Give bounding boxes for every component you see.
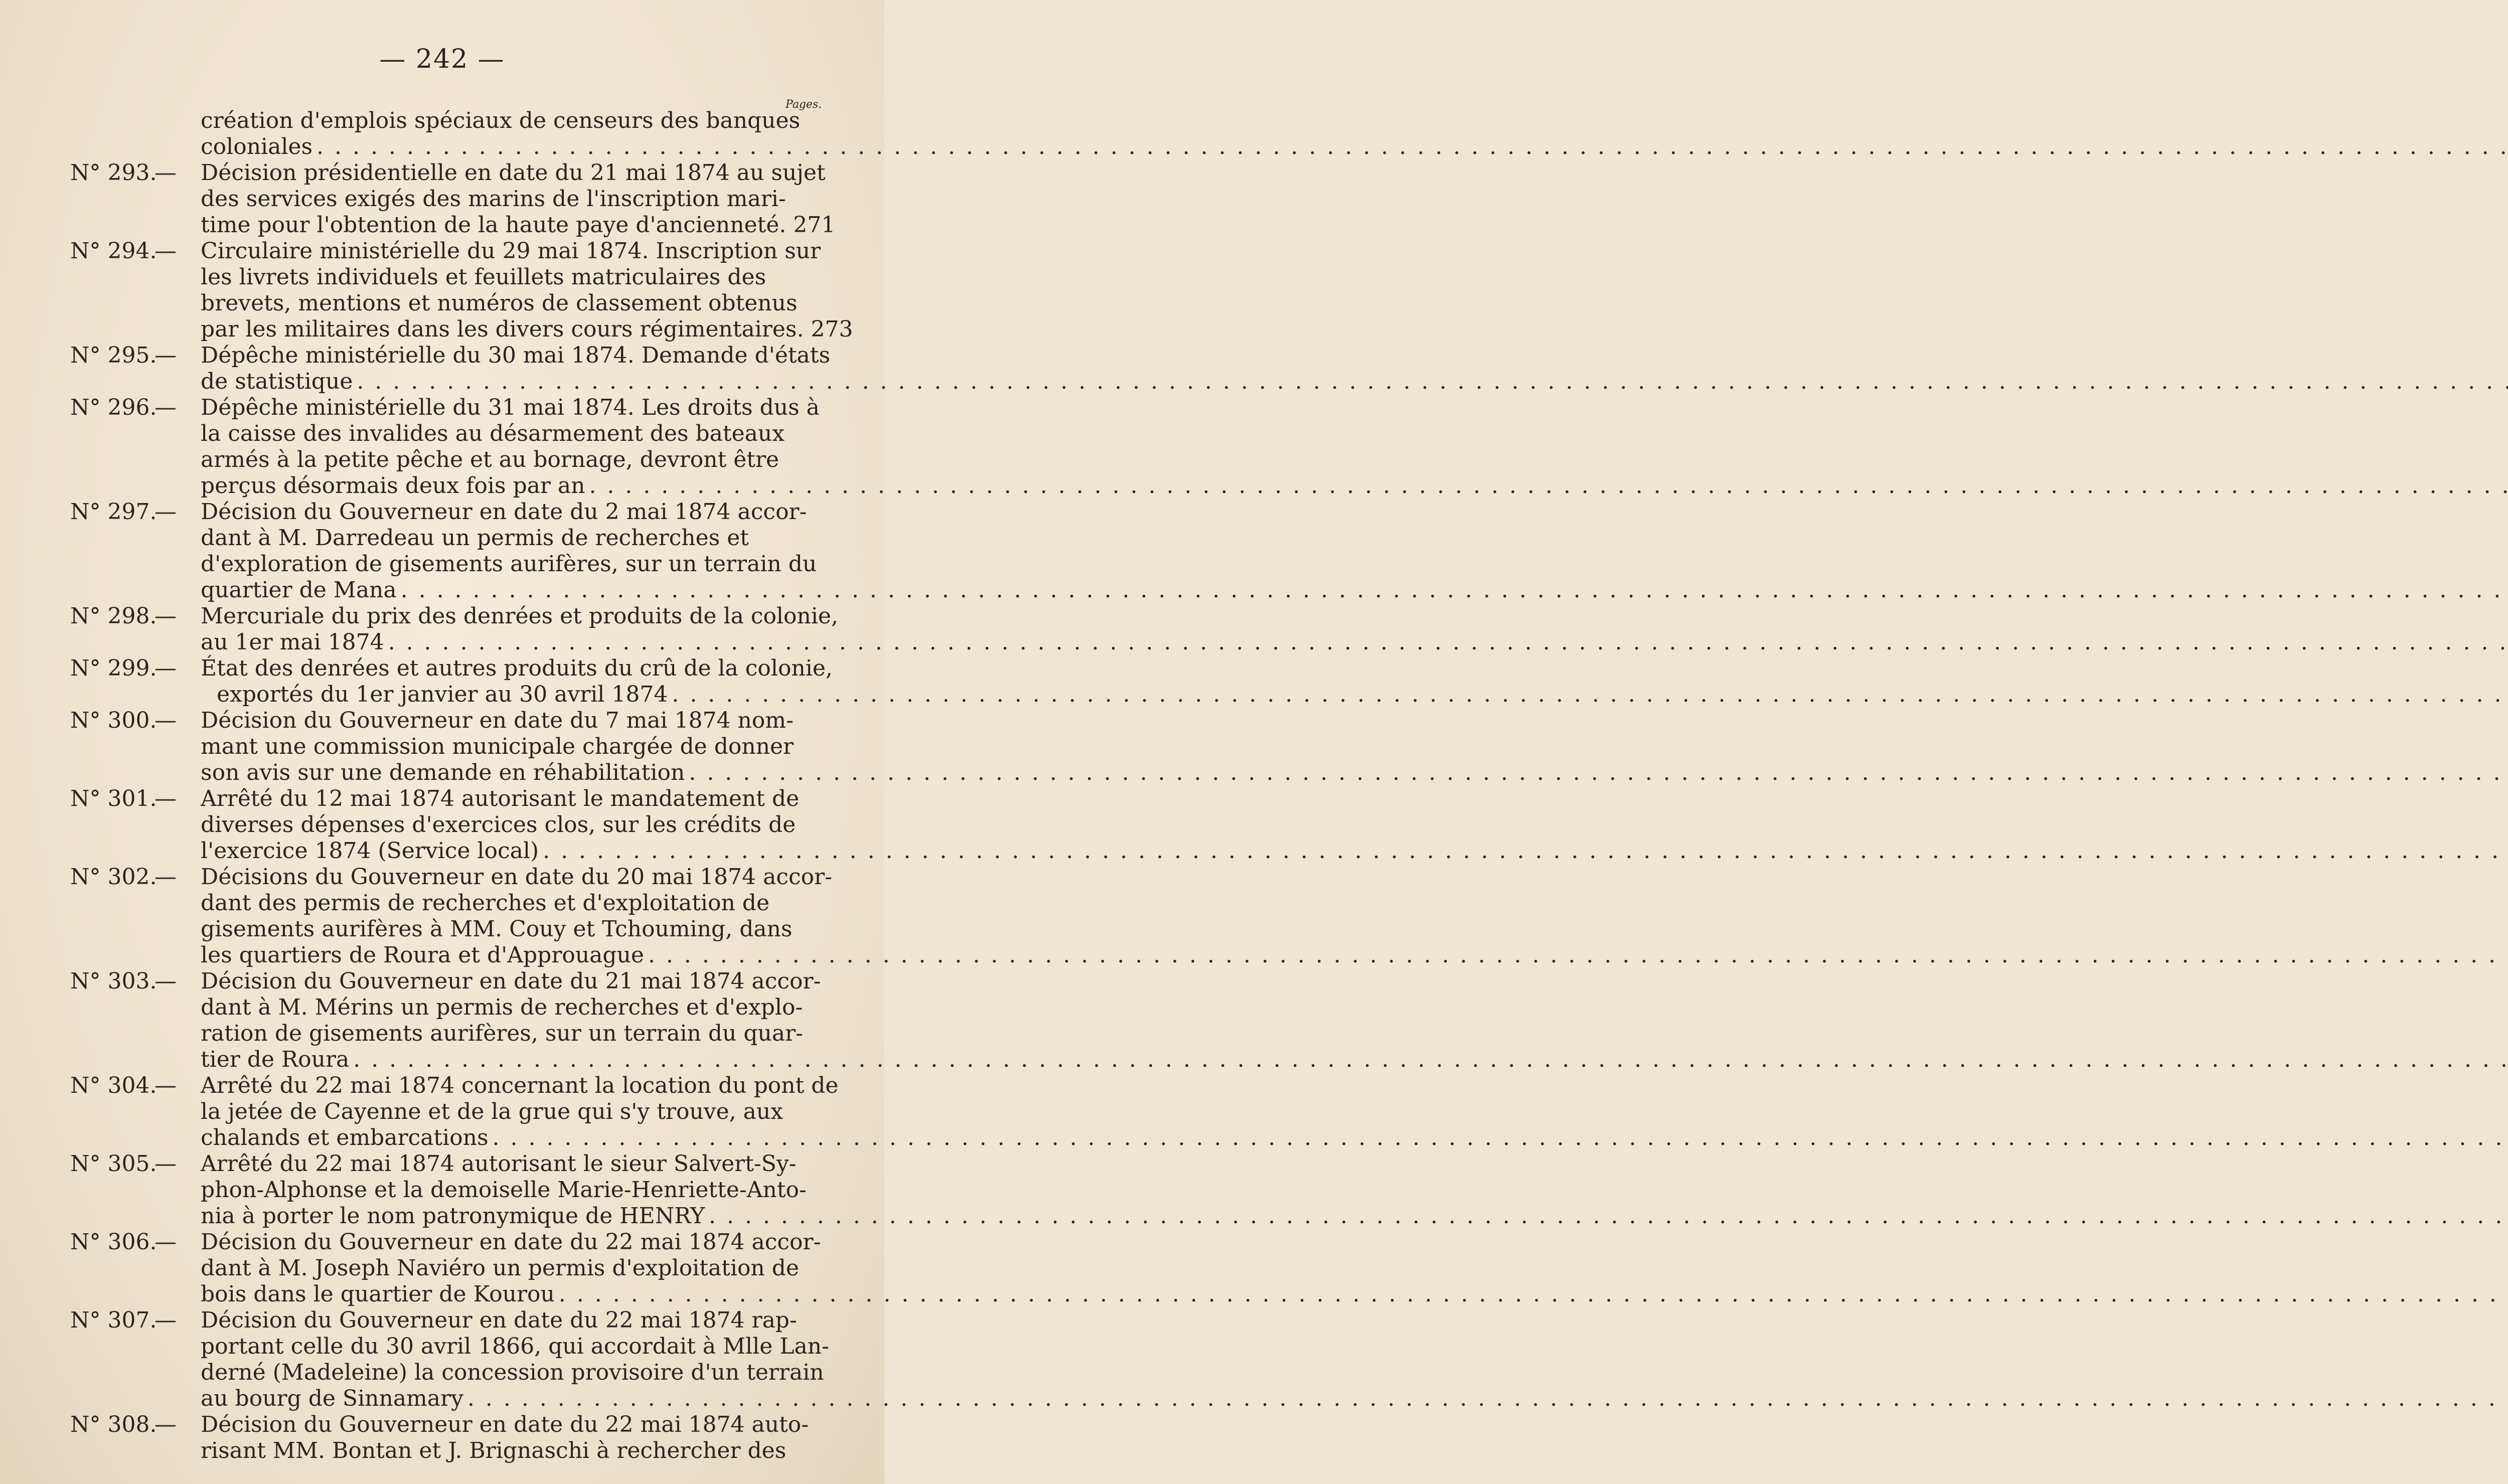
entry-line (201, 421, 818, 447)
entry-line (201, 1125, 818, 1151)
entry-number: N° 300. (70, 708, 157, 733)
entry-line (201, 916, 818, 942)
entry-line-text: mant une commission municipale chargée de donner (201, 734, 794, 759)
entry-line-text: Décision du Gouverneur en date du 21 mai 1874 accor- (201, 968, 821, 994)
entry-line-text: coloniales (201, 134, 313, 159)
entry-line-text: la caisse des invalides au désarmement des bateaux (201, 421, 785, 446)
entry-dash: — (154, 1229, 177, 1255)
toc-entry (70, 499, 818, 603)
dot-leader (543, 838, 2508, 864)
entry-dash: — (154, 864, 177, 890)
entry-line (201, 1307, 818, 1334)
entry-number: N° 302. (70, 864, 157, 890)
toc-entry (70, 160, 836, 238)
entry-line (201, 734, 818, 760)
entry-number: N° 307. (70, 1307, 157, 1333)
entry-text (201, 786, 818, 864)
entry-line-text: dant des permis de recherches et d'exploitation de (201, 890, 769, 916)
entry-line-text: armés à la petite pêche et au bornage, devront être (201, 447, 779, 472)
entry-text (201, 1229, 821, 1307)
entry-number: N° 299. (70, 655, 157, 681)
entry-line-text: Décision du Gouverneur en date du 22 mai 1874 auto- (201, 1412, 809, 1437)
dot-leader (467, 1386, 2508, 1412)
entry-line-text: quartier de Mana (201, 577, 397, 603)
entry-line (201, 264, 818, 290)
entry-line-text: Décision présidentielle en date du 21 mai 1874 au sujet (201, 160, 826, 186)
toc-entry (70, 395, 818, 499)
entry-line-text: Dépêche ministérielle du 31 mai 1874. Les droits dus à (201, 395, 820, 420)
entry-line-text: la jetée de Cayenne et de la grue qui s'y trouve, aux (201, 1099, 783, 1124)
entry-line (201, 1334, 829, 1360)
entry-line-text: gisements aurifères à MM. Couy et Tchouming, dans (201, 916, 793, 942)
entry-text (201, 1073, 839, 1151)
entry-line-text: d'exploration de gisements aurifères, sur un terrain du (201, 551, 817, 577)
entry-line (201, 890, 818, 916)
entry-text (201, 160, 836, 238)
entry-number: N° 298. (70, 603, 157, 629)
dot-leader (589, 473, 2508, 499)
entry-dash: — (154, 786, 177, 811)
entry-text (201, 343, 831, 395)
entry-line-text: perçus désormais deux fois par an (201, 473, 585, 499)
toc-entry (70, 1412, 818, 1464)
dot-leader (672, 682, 2508, 708)
entry-line (201, 447, 818, 473)
entry-line-text: Mercuriale du prix des denrées et produits de la colonie, (201, 603, 838, 629)
toc-entry (70, 1073, 839, 1151)
toc-entry (70, 968, 821, 1073)
entry-text (201, 238, 853, 343)
entry-line-text: nia à porter le nom patronymique de HENRY (201, 1203, 705, 1229)
entry-text (201, 603, 838, 655)
entry-dash: — (154, 238, 177, 264)
dot-leader (317, 134, 2508, 160)
entry-line (201, 942, 818, 968)
entry-line (201, 290, 818, 316)
entry-text (201, 1307, 829, 1412)
entry-line-text: par les militaires dans les divers cours régimentaires. (201, 316, 804, 342)
entry-line-text: ration de gisements aurifères, sur un terrain du quar- (201, 1021, 803, 1046)
entry-line (201, 786, 818, 812)
entry-dash: — (154, 160, 177, 186)
entry-dash: — (154, 1307, 177, 1333)
entry-line-text: exportés du 1er janvier au 30 avril 1874 (217, 682, 668, 707)
entry-line-text: diverses dépenses d'exercices clos, sur les crédits de (201, 812, 796, 838)
entry-number: N° 308. (70, 1412, 157, 1437)
entry-line (201, 1073, 839, 1099)
entry-line-text: de statistique (201, 369, 353, 394)
entry-line-text: son avis sur une demande en réhabilitation (201, 760, 685, 785)
entry-line (201, 577, 818, 603)
entry-line (201, 473, 818, 499)
entry-line (201, 108, 818, 134)
dot-leader (559, 1281, 2508, 1307)
entry-line-text: Décision du Gouverneur en date du 2 mai 1874 accor- (201, 499, 807, 525)
entry-number: N° 297. (70, 499, 157, 525)
toc-entry (70, 343, 831, 395)
entry-line (201, 395, 818, 421)
entry-line-text: Arrêté du 12 mai 1874 autorisant le mandatement de (201, 786, 800, 811)
dot-leader (493, 1125, 2508, 1151)
entry-line (201, 1281, 818, 1307)
entry-line (201, 995, 818, 1021)
entry-line-text: Dépêche ministérielle du 30 mai 1874. Demande d'états (201, 343, 831, 368)
entry-number: N° 301. (70, 786, 157, 811)
entry-line-text: portant celle du 30 avril 1866, qui accordait à Mlle Lan- (201, 1334, 829, 1359)
document-page (0, 0, 884, 1484)
page-reference: 271 (793, 212, 836, 238)
entry-line-text: tier de Roura (201, 1047, 350, 1072)
entry-line-text: Décision du Gouverneur en date du 22 mai 1874 rap- (201, 1307, 797, 1333)
entry-line-text: Décision du Gouverneur en date du 22 mai 1874 accor- (201, 1229, 821, 1255)
entry-line-text: risant MM. Bontan et J. Brignaschi à rechercher des (201, 1438, 787, 1463)
entry-text (201, 708, 818, 786)
pages-column-label: Pages. (786, 98, 822, 111)
toc-entry (70, 1151, 818, 1229)
entry-line-text: les quartiers de Roura et d'Approuague (201, 942, 644, 968)
entry-line (201, 160, 826, 186)
entry-line (201, 212, 836, 238)
toc-entry (70, 864, 833, 968)
entry-line (201, 1021, 818, 1047)
entry-line (201, 1099, 818, 1125)
entry-line-text: au 1er mai 1874 (201, 629, 384, 655)
table-of-contents (70, 108, 853, 1464)
entry-line (201, 499, 818, 525)
toc-entry (70, 108, 818, 160)
entry-number: N° 303. (70, 968, 157, 994)
entry-text (201, 864, 833, 968)
entry-line-text: Circulaire ministérielle du 29 mai 1874. Inscription sur (201, 238, 821, 264)
entry-line (201, 1412, 818, 1438)
toc-entry (70, 1307, 829, 1412)
entry-line (201, 1386, 818, 1412)
entry-line-text: au bourg de Sinnamary (201, 1386, 463, 1411)
entry-line (201, 316, 853, 343)
entry-line (201, 812, 818, 838)
entry-dash: — (154, 603, 177, 629)
entry-line (201, 1151, 818, 1177)
toc-entry (70, 655, 833, 708)
entry-line-text: l'exercice 1874 (Service local) (201, 838, 539, 864)
entry-dash: — (154, 708, 177, 733)
dot-leader (401, 577, 2508, 603)
entry-line (201, 1229, 821, 1255)
toc-entry (70, 786, 818, 864)
entry-line (201, 838, 818, 864)
entry-number: N° 306. (70, 1229, 157, 1255)
entry-line (201, 1255, 818, 1281)
entry-line-text: dant à M. Joseph Naviéro un permis d'exploitation de (201, 1255, 799, 1281)
entry-line (201, 369, 818, 395)
entry-number: N° 293. (70, 160, 157, 186)
entry-dash: — (154, 395, 177, 420)
entry-line (201, 655, 833, 682)
entry-line (201, 343, 831, 369)
page-number-header: — 242 — (379, 44, 505, 74)
dot-leader (353, 1047, 2508, 1073)
entry-text (201, 655, 833, 708)
entry-line (201, 1360, 824, 1386)
toc-entry (70, 1229, 821, 1307)
entry-text (201, 108, 818, 160)
dot-leader (357, 369, 2508, 395)
dot-leader (709, 1203, 2508, 1229)
entry-line-text: phon-Alphonse et la demoiselle Marie-Henriette-Anto- (201, 1177, 807, 1203)
entry-text (201, 395, 818, 499)
entry-line-text: État des denrées et autres produits du crû de la colonie, (201, 655, 833, 681)
dot-leader (689, 760, 2508, 786)
entry-line (201, 1438, 818, 1464)
entry-dash: — (154, 655, 177, 681)
entry-dash: — (154, 343, 177, 368)
entry-line (201, 864, 833, 890)
entry-line (201, 629, 818, 655)
entry-text (201, 968, 821, 1073)
dot-leader (388, 629, 2508, 655)
entry-line-text: time pour l'obtention de la haute paye d'ancienneté. (201, 212, 787, 238)
entry-line-text: dant à M. Mérins un permis de recherches et d'explo- (201, 995, 803, 1020)
entry-line (201, 968, 821, 995)
entry-text (201, 1151, 818, 1229)
dot-leader (648, 942, 2508, 968)
entry-number: N° 296. (70, 395, 157, 420)
entry-line (201, 186, 818, 212)
entry-line (201, 1203, 818, 1229)
entry-text (201, 1412, 818, 1464)
entry-dash: — (154, 1073, 177, 1098)
entry-line (201, 525, 818, 551)
entry-text (201, 499, 818, 603)
entry-line-text: chalands et embarcations (201, 1125, 489, 1150)
entry-dash: — (154, 499, 177, 525)
entry-line (201, 603, 838, 629)
entry-line-text: brevets, mentions et numéros de classement obtenus (201, 290, 798, 316)
entry-line (201, 134, 818, 160)
entry-line-text: dant à M. Darredeau un permis de recherches et (201, 525, 749, 551)
entry-line-text: bois dans le quartier de Kourou (201, 1281, 555, 1307)
entry-line-text: création d'emplois spéciaux de censeurs des banques (201, 108, 801, 133)
page-reference: 273 (811, 316, 853, 342)
entry-number: N° 304. (70, 1073, 157, 1098)
entry-line (201, 708, 818, 734)
entry-number: N° 295. (70, 343, 157, 368)
entry-line-text: Décision du Gouverneur en date du 7 mai 1874 nom- (201, 708, 794, 733)
entry-dash: — (154, 1412, 177, 1437)
toc-entry (70, 238, 853, 343)
entry-dash: — (154, 1151, 177, 1177)
entry-line (201, 1047, 818, 1073)
entry-line (201, 238, 821, 264)
entry-line-text: Décisions du Gouverneur en date du 20 mai 1874 accor- (201, 864, 833, 890)
entry-line-text: Arrêté du 22 mai 1874 autorisant le sieur Salvert-Sy- (201, 1151, 797, 1177)
entry-number: N° 305. (70, 1151, 157, 1177)
entry-dash: — (154, 968, 177, 994)
entry-number: N° 294. (70, 238, 157, 264)
entry-line (201, 760, 818, 786)
entry-line (201, 551, 818, 577)
entry-line-text: les livrets individuels et feuillets matriculaires des (201, 264, 766, 290)
entry-line-text: derné (Madeleine) la concession provisoire d'un terrain (201, 1360, 824, 1385)
entry-line (201, 1177, 818, 1203)
entry-line-text: Arrêté du 22 mai 1874 concernant la location du pont de (201, 1073, 839, 1098)
toc-entry (70, 603, 838, 655)
toc-entry (70, 708, 818, 786)
entry-line (201, 682, 818, 708)
entry-line-text: des services exigés des marins de l'inscription mari- (201, 186, 786, 212)
